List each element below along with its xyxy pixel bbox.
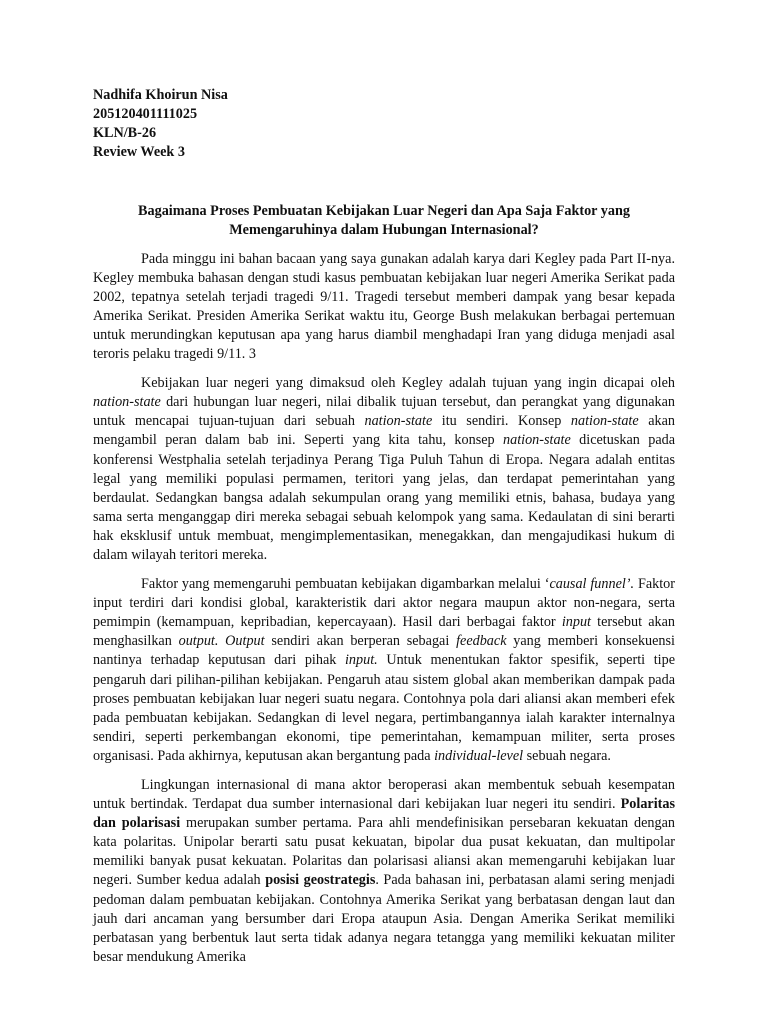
bold-term: posisi geostrategis: [265, 872, 376, 889]
italic-term: causal funnel’.: [549, 576, 635, 593]
italic-term: feedback: [456, 633, 507, 650]
paragraph-text: Faktor input terdiri dari kondisi global, karakteristik dari aktor negara maupun aktor non-negara, serta pemimpin (kemampuan, kepribadian, kepercayaan). Hasil dari berbagai faktor: [93, 576, 676, 631]
italic-term: individual-level: [434, 747, 524, 764]
paragraph-text: Lingkungan internasional di mana aktor beroperasi akan membentuk sebuah kesempatan untuk bertindak. Terdapat dua sumber internasional dari kebijakan luar negeri itu sendiri.: [93, 777, 675, 813]
paragraph-3: [93, 575, 675, 766]
paragraph-text: . Pada bahasan ini, perbatasan alami sering menjadi pedoman dalam pembuatan kebijakan. Contohnya Amerika Serikat yang berbatasan dengan laut dan jauh dari ancaman yang bersumber dari Eropa ataupun Asia. Dengan Amerika Serikat memiliki perbatasan yang berbentuk laut serta tidak adanya negara tetangga yang memiliki kekuatan militer besar mendukung Amerika: [93, 872, 675, 965]
italic-term: input.: [344, 652, 378, 669]
paragraph-text: dicetuskan pada konferensi Westphalia setelah terjadinya Perang Tiga Puluh Tahun di Eropa. Negara adalah entitas legal yang memiliki populasi permamen, teritori yang jelas, dan terdapat pemerintahan yang berdaulat. Sedangkan bangsa adalah sekumpulan orang yang memiliki etnis, bahasa, budaya yang sama serta menganggap diri mereka sebagai sebuah kelompok yang sama. Kedaulatan di sini berarti hak eksklusif untuk membuat, mengimplementasikan, menegakkan, dan mengajudikasi hukum di dalam wilayah teritori mereka.: [93, 432, 676, 563]
paragraph-2: [93, 374, 675, 565]
paragraph-text: Pada minggu ini bahan bacaan yang saya gunakan adalah karya dari Kegley pada Part II-nya. Kegley membuka bahasan dengan studi kasus pembuatan kebijakan luar negeri Amerika Serikat pada 2002, tepatnya setelah terjadi tragedi 9/11. Tragedi tersebut memberi dampak yang besar kepada Amerika Serikat. Presiden Amerika Serikat waktu itu, George Bush melakukan berbagai pertemuan untuk merundingkan keputusan apa yang harus diambil menghadapi Iran yang diduga menjadi asal teroris pelaku tragedi 9/11. 3: [93, 250, 675, 363]
italic-term: input: [561, 614, 591, 631]
paragraph-text: Faktor yang memengaruhi pembuatan kebijakan digambarkan melalui ‘: [141, 576, 550, 593]
italic-term: nation-state: [364, 413, 433, 430]
paragraph-1: [93, 250, 675, 365]
student-id: 205120401111025: [93, 106, 198, 123]
paragraph-text: merupakan sumber pertama. Para ahli mendefinisikan persebaran kekuatan dengan kata polaritas. Unipolar berarti satu pusat kekuatan, bipolar dua pusat kekuatan, dan multipolar memiliki banyak pusat kekuatan. Polaritas dan polarisasi aliansi akan memengaruhi kebijakan luar negeri. Sumber kedua adalah: [93, 815, 676, 889]
italic-term: nation-state: [503, 432, 571, 449]
title-line-2: Memengaruhinya dalam Hubungan Internasional?: [229, 222, 539, 239]
paragraph-text: tersebut akan menghasilkan: [93, 614, 675, 650]
assignment-label: Review Week 3: [93, 144, 185, 161]
paragraph-text: itu sendiri. Konsep: [432, 413, 571, 430]
italic-term: nation-state: [93, 394, 161, 411]
italic-term: output. Output: [178, 633, 265, 650]
class-code: KLN/B-26: [93, 125, 157, 142]
bold-term: Polaritas dan polarisasi: [93, 796, 675, 832]
paragraph-text: sendiri akan berperan sebagai: [264, 633, 457, 650]
italic-term: nation-state: [570, 413, 639, 430]
paragraph-text: Kebijakan luar negeri yang dimaksud oleh Kegley adalah tujuan yang ingin dicapai oleh: [141, 375, 675, 392]
paragraph-text: akan mengambil peran dalam bab ini. Seperti yang kita tahu, konsep: [93, 413, 675, 449]
paragraph-text: yang memberi konsekuensi nantinya terhadap keputusan dari pihak: [93, 633, 675, 669]
paragraph-text: Untuk menentukan faktor spesifik, seperti tipe pengaruh dari pilihan-pilihan kebijakan. Pengaruh atau sistem global akan memberikan dampak pada proses pembuatan kebijakan luar negeri suatu negara. Contohnya pola dari aliansi akan memberi efek pada pembuatan kebijakan. Sedangkan di level negara, pertimbangannya ialah karakter internalnya sendiri, seperti perkembangan ekonomi, tipe pemerintahan, kemampuan militer, serta proses organisasi. Pada akhirnya, keputusan akan bergantung pada: [93, 652, 675, 764]
document-page: [93, 86, 675, 977]
paragraph-text: sebuah negara.: [523, 747, 611, 764]
paragraph-text: dari hubungan luar negeri, nilai dibalik tujuan tersebut, dan perangkat yang digunakan untuk mencapai tujuan-tujuan dari sebuah: [93, 394, 675, 430]
author-name: Nadhifa Khoirun Nisa: [93, 87, 228, 103]
paragraph-4: [93, 776, 675, 967]
document-title: [93, 202, 675, 240]
title-line-1: Bagaimana Proses Pembuatan Kebijakan Luar Negeri dan Apa Saja Faktor yang: [138, 203, 630, 220]
